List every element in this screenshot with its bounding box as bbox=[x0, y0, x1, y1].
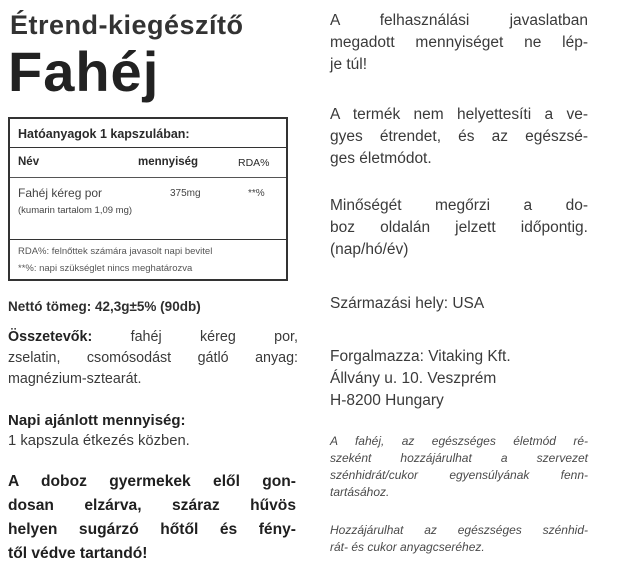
text-line: tartásához. bbox=[330, 485, 390, 499]
column-header-rda: RDA% bbox=[238, 157, 270, 169]
text-line: Minőségét megőrzi a do- bbox=[330, 197, 588, 214]
text-line: Hozzájárulhat az egészséges szénhid- bbox=[330, 523, 588, 537]
net-weight: Nettó tömeg: 42,3g±5% (90db) bbox=[8, 299, 201, 314]
table-heading: Hatóanyagok 1 kapszulában: bbox=[18, 127, 190, 141]
warning-line: dosan elzárva, száraz hűvös bbox=[8, 497, 296, 514]
footnote: RDA%: felnőttek számára javasolt napi bevitel bbox=[18, 246, 213, 257]
ingredient-name: Fahéj kéreg por bbox=[18, 186, 103, 200]
warning-line: től védve tartandó! bbox=[8, 545, 148, 562]
dosage-text: 1 kapszula étkezés közben. bbox=[8, 433, 190, 449]
text-line: A fahéj, az egészséges életmód ré- bbox=[330, 434, 588, 448]
text-line: gyes étrendet, és az egészsé- bbox=[330, 128, 588, 145]
warning-line: helyen sugárzó hőtől és fény- bbox=[8, 521, 296, 538]
text-line: je túl! bbox=[330, 56, 368, 73]
text-line: szeként hozzájárulhat a szervezet bbox=[330, 451, 588, 465]
product-title: Fahéj bbox=[8, 40, 160, 103]
health-claim bbox=[330, 433, 588, 501]
storage-warning bbox=[8, 470, 296, 566]
footnote: **%: napi szükséglet nincs meghatározva bbox=[18, 263, 193, 274]
ingredients-label: Összetevők: bbox=[8, 329, 93, 345]
ingredient-rda: **% bbox=[248, 188, 265, 199]
ingredients-line: magnézium-sztearát. bbox=[8, 371, 142, 387]
dosage-paragraph bbox=[8, 410, 298, 452]
origin bbox=[330, 293, 588, 315]
warning-line: A doboz gyermekek elől gon- bbox=[8, 473, 296, 490]
column-header-amount: mennyiség bbox=[138, 156, 199, 168]
origin-text: Származási hely: USA bbox=[330, 295, 485, 312]
text-line: A felhasználási javaslatban bbox=[330, 12, 588, 29]
text-line: ges életmódot. bbox=[330, 150, 432, 167]
ingredients-line: zselatin, csomósodást gátló anyag: bbox=[8, 350, 298, 366]
text-line: Állvány u. 10. Veszprém bbox=[330, 370, 497, 387]
text-line: megadott mennyiséget ne lép- bbox=[330, 34, 588, 51]
text-line: Forgalmazza: Vitaking Kft. bbox=[330, 348, 511, 365]
ingredients-table bbox=[8, 117, 288, 281]
text-line: (nap/hó/év) bbox=[330, 241, 409, 258]
column-header-name: Név bbox=[18, 156, 40, 168]
diet-note bbox=[330, 104, 588, 170]
usage-note bbox=[330, 10, 588, 76]
text-line: rát- és cukor anyagcseréhez. bbox=[330, 540, 485, 554]
ingredients-paragraph bbox=[8, 327, 298, 390]
best-before-note bbox=[330, 195, 588, 261]
product-category: Étrend-kiegészítő bbox=[10, 10, 244, 40]
dosage-label: Napi ajánlott mennyiség: bbox=[8, 412, 186, 429]
ingredient-amount: 375mg bbox=[170, 188, 201, 199]
table-divider bbox=[10, 239, 286, 240]
ingredient-subtext: (kumarin tartalom 1,09 mg) bbox=[18, 205, 133, 216]
health-claim bbox=[330, 522, 588, 556]
table-divider bbox=[10, 147, 286, 148]
text-line: szénhidrát/cukor egyensúlyának fenn- bbox=[330, 468, 588, 482]
table-divider bbox=[10, 177, 286, 178]
text-line: H-8200 Hungary bbox=[330, 392, 444, 409]
text-line: A termék nem helyettesíti a ve- bbox=[330, 106, 588, 123]
ingredients-line: fahéj kéreg por, bbox=[92, 329, 298, 345]
text-line: boz oldalán jelzett időpontig. bbox=[330, 219, 588, 236]
distributor bbox=[330, 346, 588, 412]
